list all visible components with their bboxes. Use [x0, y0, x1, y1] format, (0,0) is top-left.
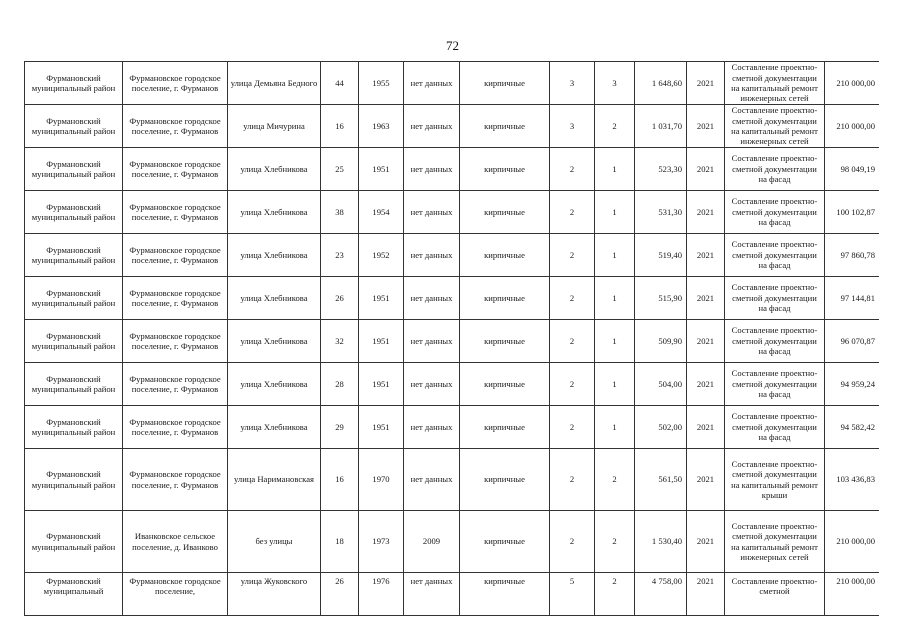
cell-floors: 2: [550, 511, 595, 573]
cell-last-repair: нет данных: [404, 573, 460, 616]
cell-last-repair: нет данных: [404, 449, 460, 511]
cell-entrances: 2: [595, 511, 635, 573]
cell-last-repair: нет данных: [404, 363, 460, 406]
cell-plan-year: 2021: [687, 62, 725, 105]
cell-house: 16: [321, 105, 359, 148]
cell-floors: 2: [550, 148, 595, 191]
cell-plan-year: 2021: [687, 191, 725, 234]
cell-year-built: 1951: [359, 148, 404, 191]
cell-area: 509,90: [635, 320, 687, 363]
cell-cost: 98 049,19: [825, 148, 880, 191]
cell-street: улица Хлебникова: [228, 406, 321, 449]
cell-district: Фурмановский муниципальный район: [25, 320, 123, 363]
cell-settlement: Фурмановское городское поселение, г. Фурманов: [123, 148, 228, 191]
cell-floors: 2: [550, 449, 595, 511]
cell-plan-year: 2021: [687, 320, 725, 363]
cell-floors: 3: [550, 105, 595, 148]
cell-street: улица Хлебникова: [228, 148, 321, 191]
cell-plan-year: 2021: [687, 105, 725, 148]
cell-cost: 96 070,87: [825, 320, 880, 363]
cell-year-built: 1976: [359, 573, 404, 616]
cell-work-type: Составление проектно-сметной документации на фасад: [725, 191, 825, 234]
cell-house: 26: [321, 573, 359, 616]
cell-cost: 100 102,87: [825, 191, 880, 234]
cell-district: Фурмановский муниципальный район: [25, 234, 123, 277]
cell-settlement: Фурмановское городское поселение, г. Фурманов: [123, 191, 228, 234]
cell-wall-material: кирпичные: [460, 62, 550, 105]
cell-year-built: 1951: [359, 320, 404, 363]
cell-last-repair: нет данных: [404, 62, 460, 105]
cell-wall-material: кирпичные: [460, 234, 550, 277]
cell-year-built: 1955: [359, 62, 404, 105]
cell-settlement: Иванковское сельское поселение, д. Иванково: [123, 511, 228, 573]
cell-plan-year: 2021: [687, 148, 725, 191]
cell-year-built: 1970: [359, 449, 404, 511]
cell-street: улица Наримановская: [228, 449, 321, 511]
cell-district: Фурмановский муниципальный район: [25, 363, 123, 406]
cell-district: Фурмановский муниципальный район: [25, 511, 123, 573]
cell-last-repair: 2009: [404, 511, 460, 573]
cell-plan-year: 2021: [687, 363, 725, 406]
table-row: [25, 511, 880, 573]
cell-cost: 210 000,00: [825, 105, 880, 148]
cell-year-built: 1973: [359, 511, 404, 573]
table-row: [25, 277, 880, 320]
cell-year-built: 1954: [359, 191, 404, 234]
cell-district: Фурмановский муниципальный район: [25, 277, 123, 320]
cell-house: 16: [321, 449, 359, 511]
cell-house: 26: [321, 277, 359, 320]
cell-street: улица Хлебникова: [228, 234, 321, 277]
cell-area: 504,00: [635, 363, 687, 406]
table-row: [25, 191, 880, 234]
cell-district: Фурмановский муниципальный район: [25, 62, 123, 105]
cell-year-built: 1951: [359, 363, 404, 406]
cell-floors: 3: [550, 62, 595, 105]
cell-wall-material: кирпичные: [460, 148, 550, 191]
table-row: [25, 449, 880, 511]
cell-year-built: 1951: [359, 277, 404, 320]
cell-last-repair: нет данных: [404, 277, 460, 320]
cell-district: Фурмановский муниципальный: [25, 573, 123, 616]
table-row: [25, 148, 880, 191]
cell-district: Фурмановский муниципальный район: [25, 105, 123, 148]
cell-work-type: Составление проектно-сметной документации на фасад: [725, 277, 825, 320]
table-row: [25, 105, 880, 148]
cell-area: 515,90: [635, 277, 687, 320]
cell-district: Фурмановский муниципальный район: [25, 148, 123, 191]
cell-work-type: Составление проектно-сметной документации на фасад: [725, 406, 825, 449]
cell-year-built: 1963: [359, 105, 404, 148]
cell-area: 1 530,40: [635, 511, 687, 573]
cell-work-type: Составление проектно-сметной документации на фасад: [725, 234, 825, 277]
cell-area: 502,00: [635, 406, 687, 449]
cell-settlement: Фурмановское городское поселение,: [123, 573, 228, 616]
cell-area: 519,40: [635, 234, 687, 277]
cell-wall-material: кирпичные: [460, 406, 550, 449]
cell-street: улица Хлебникова: [228, 363, 321, 406]
cell-house: 28: [321, 363, 359, 406]
cell-wall-material: кирпичные: [460, 105, 550, 148]
cell-wall-material: кирпичные: [460, 573, 550, 616]
cell-cost: 210 000,00: [825, 62, 880, 105]
cell-area: 561,50: [635, 449, 687, 511]
repair-program-table-wrapper: [24, 61, 879, 640]
cell-plan-year: 2021: [687, 573, 725, 616]
cell-work-type: Составление проектно-сметной документации на фасад: [725, 320, 825, 363]
table-row: [25, 573, 880, 616]
cell-settlement: Фурмановское городское поселение, г. Фурманов: [123, 320, 228, 363]
table-row: [25, 62, 880, 105]
cell-last-repair: нет данных: [404, 234, 460, 277]
cell-floors: 2: [550, 191, 595, 234]
cell-year-built: 1951: [359, 406, 404, 449]
cell-plan-year: 2021: [687, 511, 725, 573]
cell-last-repair: нет данных: [404, 105, 460, 148]
cell-work-type: Составление проектно-сметной: [725, 573, 825, 616]
cell-settlement: Фурмановское городское поселение, г. Фурманов: [123, 406, 228, 449]
cell-last-repair: нет данных: [404, 148, 460, 191]
cell-wall-material: кирпичные: [460, 320, 550, 363]
cell-cost: 97 860,78: [825, 234, 880, 277]
cell-floors: 2: [550, 234, 595, 277]
cell-house: 44: [321, 62, 359, 105]
table-body: [25, 62, 880, 616]
cell-cost: 103 436,83: [825, 449, 880, 511]
table-row: [25, 363, 880, 406]
cell-plan-year: 2021: [687, 277, 725, 320]
cell-work-type: Составление проектно-сметной документации на капитальный ремонт инженерных сетей: [725, 62, 825, 105]
cell-district: Фурмановский муниципальный район: [25, 449, 123, 511]
cell-street: улица Хлебникова: [228, 191, 321, 234]
cell-cost: 210 000,00: [825, 573, 880, 616]
cell-house: 25: [321, 148, 359, 191]
cell-floors: 2: [550, 320, 595, 363]
cell-entrances: 1: [595, 148, 635, 191]
cell-plan-year: 2021: [687, 234, 725, 277]
cell-wall-material: кирпичные: [460, 277, 550, 320]
repair-program-table: [24, 61, 879, 616]
cell-district: Фурмановский муниципальный район: [25, 191, 123, 234]
cell-entrances: 1: [595, 191, 635, 234]
table-row: [25, 320, 880, 363]
cell-settlement: Фурмановское городское поселение, г. Фурманов: [123, 234, 228, 277]
cell-cost: 94 582,42: [825, 406, 880, 449]
cell-street: улица Жуковского: [228, 573, 321, 616]
cell-entrances: 3: [595, 62, 635, 105]
cell-settlement: Фурмановское городское поселение, г. Фурманов: [123, 62, 228, 105]
cell-entrances: 2: [595, 449, 635, 511]
cell-floors: 2: [550, 277, 595, 320]
cell-floors: 5: [550, 573, 595, 616]
cell-cost: 210 000,00: [825, 511, 880, 573]
cell-work-type: Составление проектно-сметной документации на капитальный ремонт крыши: [725, 449, 825, 511]
cell-area: 523,30: [635, 148, 687, 191]
table-row: [25, 406, 880, 449]
cell-entrances: 2: [595, 573, 635, 616]
cell-house: 32: [321, 320, 359, 363]
cell-entrances: 1: [595, 234, 635, 277]
cell-settlement: Фурмановское городское поселение, г. Фурманов: [123, 449, 228, 511]
cell-entrances: 1: [595, 277, 635, 320]
page-number: 72: [446, 38, 459, 53]
cell-wall-material: кирпичные: [460, 511, 550, 573]
cell-settlement: Фурмановское городское поселение, г. Фурманов: [123, 363, 228, 406]
cell-house: 18: [321, 511, 359, 573]
cell-wall-material: кирпичные: [460, 191, 550, 234]
cell-area: 1 031,70: [635, 105, 687, 148]
cell-work-type: Составление проектно-сметной документации на капитальный ремонт инженерных сетей: [725, 511, 825, 573]
cell-plan-year: 2021: [687, 406, 725, 449]
cell-wall-material: кирпичные: [460, 449, 550, 511]
cell-district: Фурмановский муниципальный район: [25, 406, 123, 449]
cell-area: 531,30: [635, 191, 687, 234]
cell-street: улица Мичурина: [228, 105, 321, 148]
cell-year-built: 1952: [359, 234, 404, 277]
cell-entrances: 1: [595, 363, 635, 406]
cell-area: 1 648,60: [635, 62, 687, 105]
cell-entrances: 2: [595, 105, 635, 148]
cell-work-type: Составление проектно-сметной документации на фасад: [725, 363, 825, 406]
cell-street: без улицы: [228, 511, 321, 573]
table-row: [25, 234, 880, 277]
cell-street: улица Хлебникова: [228, 320, 321, 363]
cell-last-repair: нет данных: [404, 191, 460, 234]
cell-area: 4 758,00: [635, 573, 687, 616]
cell-work-type: Составление проектно-сметной документации на фасад: [725, 148, 825, 191]
cell-street: улица Демьяна Бедного: [228, 62, 321, 105]
cell-plan-year: 2021: [687, 449, 725, 511]
cell-entrances: 1: [595, 320, 635, 363]
cell-floors: 2: [550, 406, 595, 449]
cell-last-repair: нет данных: [404, 406, 460, 449]
cell-cost: 94 959,24: [825, 363, 880, 406]
cell-settlement: Фурмановское городское поселение, г. Фурманов: [123, 105, 228, 148]
cell-street: улица Хлебникова: [228, 277, 321, 320]
cell-wall-material: кирпичные: [460, 363, 550, 406]
cell-settlement: Фурмановское городское поселение, г. Фурманов: [123, 277, 228, 320]
cell-cost: 97 144,81: [825, 277, 880, 320]
cell-work-type: Составление проектно-сметной документации на капитальный ремонт инженерных сетей: [725, 105, 825, 148]
cell-house: 29: [321, 406, 359, 449]
cell-house: 23: [321, 234, 359, 277]
cell-last-repair: нет данных: [404, 320, 460, 363]
cell-entrances: 1: [595, 406, 635, 449]
cell-house: 38: [321, 191, 359, 234]
cell-floors: 2: [550, 363, 595, 406]
